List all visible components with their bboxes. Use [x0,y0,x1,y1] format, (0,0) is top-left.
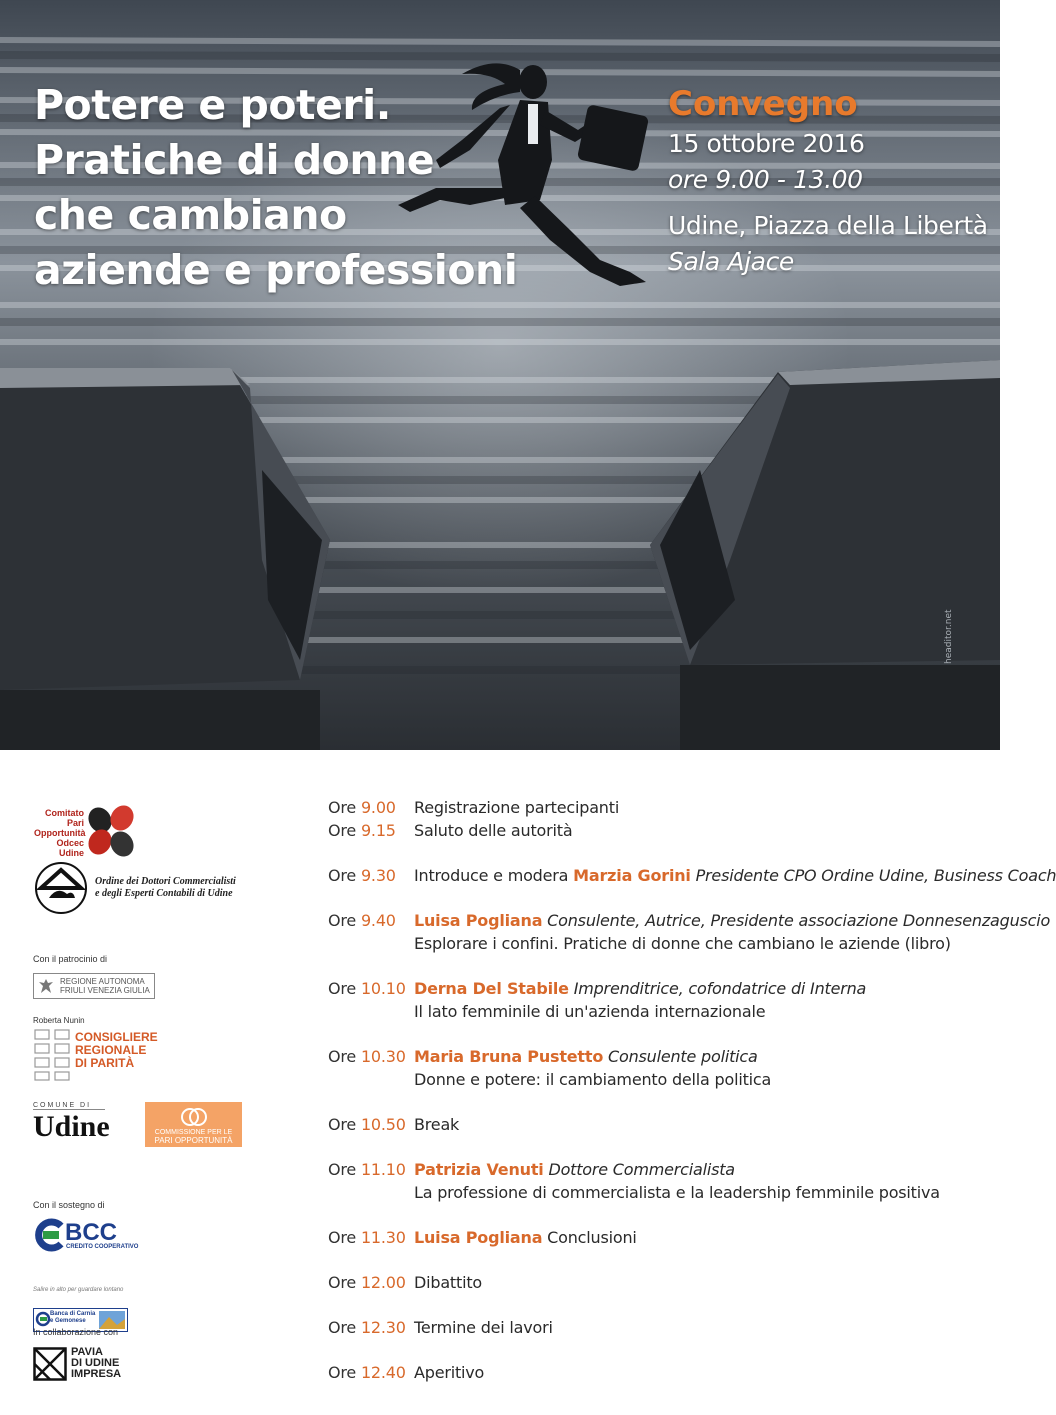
event-title [34,78,517,298]
consigliera-line: DI PARITÀ [75,1056,135,1070]
program-item [328,1361,978,1384]
event-type: Convegno [668,84,858,124]
bcc-name: BCC [65,1219,117,1246]
commissione-swirl-icon [179,1107,209,1127]
time-prefix: Ore [328,1318,361,1337]
regione-line: REGIONE AUTONOMA [60,977,145,986]
eagle-icon [38,977,54,995]
event-room: Sala Ajace [668,247,794,276]
cpo-line: Comitato Pari [45,808,84,828]
program-item [328,1113,978,1136]
item-text: Aperitivo [414,1363,485,1382]
odcec-line: e degli Esperti Contabili di Udine [95,888,233,899]
title-line: Potere e poteri. [34,81,391,129]
time-value: 12.00 [360,1273,406,1292]
comune-udine-logo [33,1102,127,1148]
odcec-emblem-icon [33,860,89,914]
pavia-line: IMPRESA [71,1368,122,1380]
comune-small-label: COMUNE DI [33,1102,105,1110]
program-item [328,864,1056,887]
cpo-logo [34,808,84,858]
speaker-role: Consulente, Autrice, Presidente associazione Donnesenzaguscio [542,911,1051,930]
pavia-mark-icon [33,1347,67,1381]
item-text: Termine dei lavori [414,1318,553,1337]
time-prefix: Ore [328,798,361,817]
talk-topic: Esplorare i confini. Pratiche di donne che cambiano le aziende (libro) [414,934,951,953]
time-prefix: Ore [328,1160,361,1179]
event-time: ore 9.00 - 13.00 [668,165,863,194]
program-item [328,909,1051,955]
bcc-mark-icon [33,1220,67,1250]
time-value: 10.30 [360,1047,406,1066]
commissione-logo [145,1102,242,1147]
time-value: 11.10 [360,1160,406,1179]
program-item [328,1045,978,1091]
time-value: 9.40 [360,911,396,930]
time-prefix: Ore [328,821,361,840]
consigliera-grid-icon [33,1028,73,1082]
consigliera-logo-text [75,1031,158,1070]
program-item [328,977,978,1023]
regione-line: FRIULI VENEZIA GIULIA [60,986,150,995]
carnia-line: e Gemonese [50,1318,86,1324]
speaker-role: Dottore Commercialista [543,1160,735,1179]
time-prefix: Ore [328,1228,361,1247]
event-date: 15 ottobre 2016 [668,129,865,158]
cpo-line: Odcec Udine [56,838,84,858]
odcec-logo-text [95,876,236,900]
title-line: che cambiano [34,191,347,239]
speaker-name: Maria Bruna Pustetto [414,1047,604,1066]
talk-topic: Donne e potere: il cambiamento della politica [414,1070,772,1089]
time-prefix: Ore [328,1047,361,1066]
speaker-name: Luisa Pogliana [414,1228,543,1247]
time-prefix: Ore [328,866,361,885]
commissione-line: PARI OPPORTUNITÀ [154,1136,233,1145]
pavia-line: DI UDINE [71,1357,120,1369]
patrocinio-label: Con il patrocinio di [33,954,108,964]
sostegno-label: Con il sostegno di [33,1200,105,1210]
time-value: 12.30 [360,1318,406,1337]
consigliera-line: REGIONALE [75,1043,147,1057]
title-line: Pratiche di donne [34,136,435,184]
time-value: 12.40 [360,1363,406,1382]
event-info [668,82,988,280]
regione-logo [33,973,155,999]
program-item [328,1158,978,1204]
item-text: Registrazione partecipanti [414,798,620,817]
pavia-logo-text [71,1347,121,1380]
cpo-line: Opportunità [34,828,86,838]
time-value: 10.10 [360,979,406,998]
bcc-subtitle: CREDITO COOPERATIVO [66,1244,139,1250]
speaker-name: Luisa Pogliana [414,911,543,930]
time-prefix: Ore [328,1273,361,1292]
consigliera-line: CONSIGLIERE [75,1030,158,1044]
time-value: 9.15 [360,821,396,840]
time-prefix: Ore [328,1115,361,1134]
program-item [328,1316,978,1339]
carnia-line: Banca di Carnia [50,1311,96,1317]
consigliera-name: Roberta Nunin [33,1016,85,1025]
speaker-role: Presidente CPO Ordine Udine, Business Coach [690,866,1056,885]
speaker-role: Consulente politica [603,1047,758,1066]
talk-topic: La professione di commercialista e la leadership femminile positiva [414,1183,940,1202]
item-text: Introduce e modera [414,866,574,885]
speaker-name: Derna Del Stabile [414,979,569,998]
item-text: Conclusioni [542,1228,637,1247]
program-item [328,819,978,842]
speaker-name: Patrizia Venuti [414,1160,544,1179]
talk-topic: Il lato femminile di un'azienda internazionale [414,1002,766,1021]
title-line: aziende e professioni [34,246,518,294]
time-prefix: Ore [328,911,361,930]
time-value: 9.30 [360,866,396,885]
odcec-line: Ordine dei Dottori Commercialisti [95,876,236,887]
sponsor-logos [0,750,300,1415]
cpo-flower-icon [84,804,138,858]
time-prefix: Ore [328,979,361,998]
item-text: Break [414,1115,460,1134]
time-value: 9.00 [360,798,396,817]
item-text: Dibattito [414,1273,482,1292]
commissione-line: COMMISSIONE PER LE [154,1129,233,1136]
time-prefix: Ore [328,1363,361,1382]
pavia-line: PAVIA [71,1346,103,1358]
event-place: Udine, Piazza della Libertà [668,211,988,240]
carnia-mark-icon [36,1312,50,1326]
photo-credit: headitor.net [944,609,954,664]
carnia-motto: Salire in alto per guardare lontano [33,1287,124,1293]
item-text: Saluto delle autorità [414,821,573,840]
program-item [328,1226,978,1249]
speaker-name: Marzia Gorini [573,866,691,885]
program-item [328,796,978,819]
speaker-role: Imprenditrice, cofondatrice di Interna [568,979,867,998]
collaborazione-label: In collaborazione con [33,1327,119,1337]
time-value: 11.30 [360,1228,406,1247]
comune-name: Udine [33,1110,110,1143]
program-item [328,1271,978,1294]
time-value: 10.50 [360,1115,406,1134]
